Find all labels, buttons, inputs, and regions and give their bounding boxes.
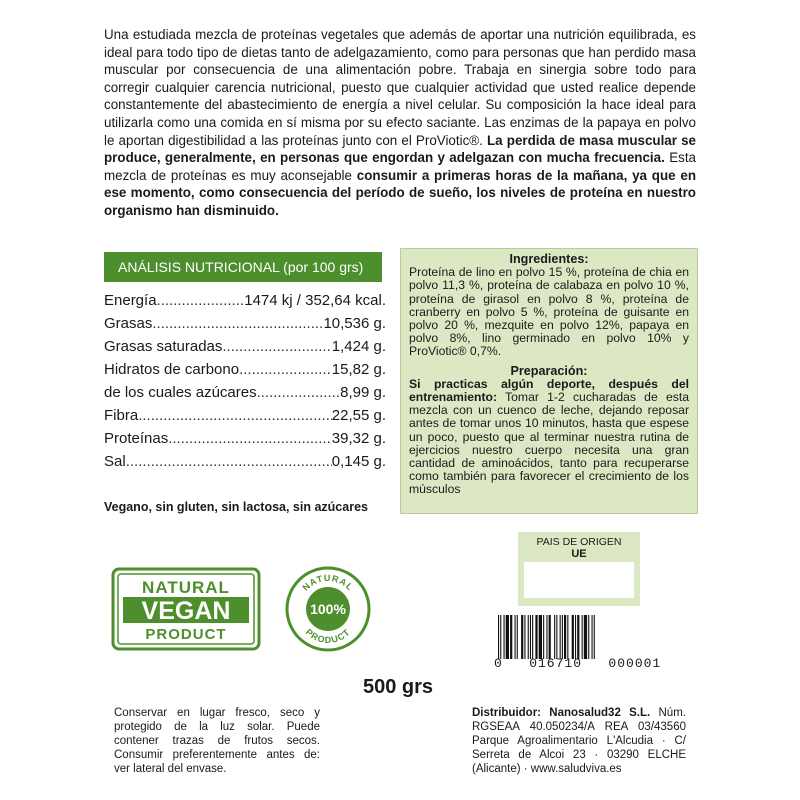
barcode-bar [588,615,589,659]
nutrition-label: Energía [104,292,157,309]
barcode-bar [498,615,499,659]
barcode-number: 0 016710 000001 [494,656,662,671]
country-of-origin-box [518,532,640,606]
barcode-bar [530,615,531,659]
nutrition-value: 15,82 g. [331,361,386,378]
nutrition-row [104,404,386,427]
badge-100-top-text: NATURAL [300,572,356,593]
nutrition-value: 39,32 g. [331,430,386,447]
barcode-bar [532,615,533,659]
distributor-info [472,706,686,776]
barcode-bar [521,615,523,659]
nutrition-label: Grasas [104,315,153,332]
natural-vegan-product-badge [111,567,261,651]
badge-product-text: PRODUCT [145,626,227,643]
barcode-bar [567,615,568,659]
origin-label: PAIS DE ORIGEN [536,536,622,548]
natural-100-percent-badge [284,565,372,653]
barcode-bar [594,615,595,659]
barcode-bar [575,615,576,659]
preparation-body: Tomar 1-2 cucharadas de esta mezcla con un cuenco de leche, dejando reposar antes de tomar unos 10 minutos, hasta que espese un poco, puesto que al terminar nuestra rutina de ejercicios nuestro cuerpo necesita una gran cantidad de aminoácidos, tanto para recuperarse como también para favorecer el crecimiento de los músculos [409,390,689,497]
barcode-bar [510,615,512,659]
barcode-bar [572,615,574,659]
preparation-bold: Si practicas algún deporte, después del entrenamiento: [409,376,689,405]
ingredients-title: Ingredientes: [509,252,589,266]
distributor-label: Distribuidor: Nanosalud32 S.L. [472,707,651,719]
barcode-bar [546,615,547,659]
barcode-bar [535,615,537,659]
preparation-title: Preparación: [510,363,588,378]
badge-100-center-text: 100% [310,601,346,617]
barcode-bar [539,615,542,659]
nutrition-label: Sal [104,453,126,470]
nutrition-value: 10,536 g. [323,315,386,332]
barcode-bar [582,615,583,659]
nutrition-label: Grasas saturadas [104,338,223,355]
nutrition-row [104,450,386,473]
barcode-bar [517,615,518,659]
barcode-bar [592,615,593,659]
description-text-2: Esta mezcla de proteínas es muy aconsejable [104,150,696,183]
ingredients-box [400,248,698,514]
barcode-bar [506,615,509,659]
nutrition-table [104,289,386,473]
nutrition-label: Fibra [104,407,139,424]
nutrition-row [104,312,386,335]
origin-value: UE [571,548,587,560]
nutrition-value: 8,99 g. [340,384,386,401]
nutrition-row [104,358,386,381]
description-bold-1: La perdida de masa muscular se produce, generalmente, en personas que engordan y adelgazan con mucha frecuencia. [104,132,696,166]
net-weight: 500 grs [363,676,434,698]
nutrition-header: ANÁLISIS NUTRICIONAL (por 100 grs) [104,252,382,282]
barcode-bar [564,615,566,659]
nutrition-row [104,289,386,312]
nutrition-row [104,427,386,450]
barcode [496,615,633,659]
barcode-bar [562,615,563,659]
barcode-bar [549,615,551,659]
barcode-bar [554,615,555,659]
description-bold-2: consumir a primeras horas de la mañana, ya que en ese momento, como consecuencia del período de sueño, los niveles de proteína en nuestro organismo han disminuido. [104,167,697,218]
product-description [104,26,696,220]
nutrition-value: 1474 kj / 352,64 kcal. [244,292,386,309]
barcode-bar [577,615,579,659]
description-text: Una estudiada mezcla de proteínas vegetales que además de aportar una nutrición equilibrada, es ideal para todo tipo de dietas tanto de adelgazamiento, como para personas que han perdido masa muscular por consecuencia de una alimentación pobre. Trabaja en sinergia sobre todo para corregir cualquier carencia nutricional, puesto que cualquier actividad que usted realice depende constantemente del abastecimiento de energía a nivel celular. Su composición la hace ideal para utilizarla como una comida en sí misma por su efecto saciante. Las enzimas de la papaya en polvo le aportan digestibilidad a las proteínas junto con el ProViotic®. [104,27,696,148]
barcode-bar [500,615,501,659]
badge-100-bottom-text: PRODUCT [303,626,353,646]
nutrition-label: de los cuales azúcares [104,384,257,401]
ingredients-text: Proteína de lino en polvo 15 %, proteína de chia en polvo 11,3 %, proteína de calabaza en polvo 10 %, proteína de girasol en polvo 8 %, proteína de cranberry en polvo 5 %, proteína de guisante en polvo 20 %, mezquite en polvo 12%, papaya en polvo 8%, lino germinado en polvo 10% y ProViotic® 0,7%. [409,265,689,359]
barcode-bar [556,615,557,659]
nutrition-value: 22,55 g. [331,407,386,424]
nutrition-value: 0,145 g. [331,453,386,470]
barcode-bar [584,615,587,659]
barcode-bar [528,615,529,659]
dietary-claims: Vegano, sin gluten, sin lactosa, sin azúcares [104,500,368,514]
barcode-bar [524,615,525,659]
barcode-bar [543,615,544,659]
nutrition-label: Proteínas [104,430,169,447]
distributor-text: Núm. RGSEAA 40.050234/A REA 03/43560 Parque Agroalimentario L'Alcudia · C/ Serreta de Alcoi 23 · 03290 ELCHE (Alicante) · www.saludviva.es [472,707,686,775]
nutrition-value: 1,424 g. [331,338,386,355]
nutrition-row [104,381,386,404]
nutrition-label: Hidratos de carbono [104,361,240,378]
preparation-text [409,378,689,497]
nutrition-row [104,335,386,358]
badge-natural-text: NATURAL [142,578,230,597]
origin-blank-field [524,562,634,598]
badge-vegan-text: VEGAN [141,597,231,625]
storage-instructions: Conservar en lugar fresco, seco y protegido de la luz solar. Puede contener trazas de frutos secos. Consumir preferentemente antes de: ver lateral del envase. [114,707,320,775]
barcode-bar [504,615,505,659]
barcode-bar [515,615,516,659]
barcode-bar [560,615,561,659]
